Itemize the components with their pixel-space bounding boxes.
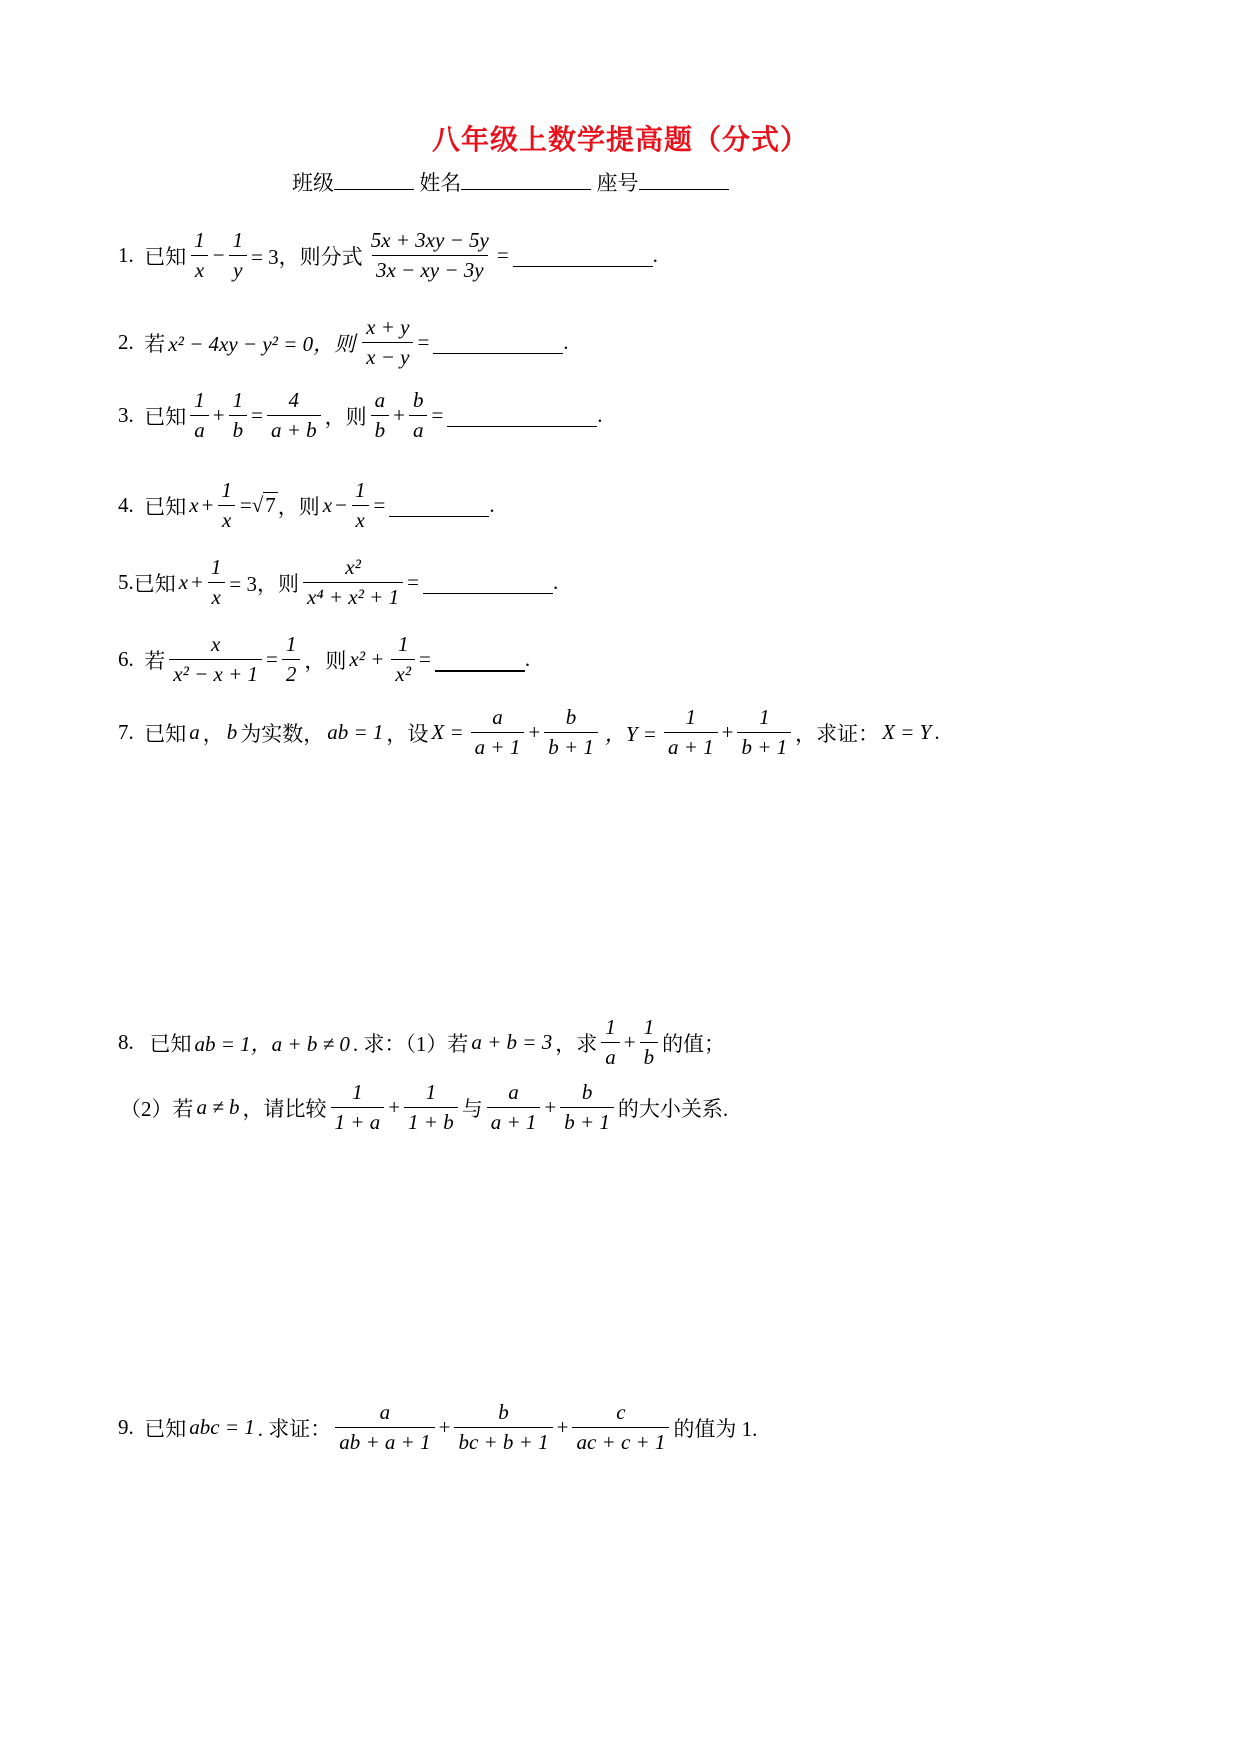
q3-answer-blank[interactable] bbox=[447, 404, 597, 427]
q8-p2: （2）若 bbox=[120, 1096, 194, 1121]
question-7 bbox=[118, 705, 940, 760]
q1-f3-den: 3x − xy − 3y bbox=[372, 255, 488, 283]
q2-answer-blank[interactable] bbox=[433, 331, 563, 354]
q9-prove: . 求证： bbox=[257, 1416, 332, 1441]
q8-f2-den: b bbox=[640, 1042, 659, 1070]
q1-eq2: = bbox=[496, 243, 509, 267]
q9-fraction-1 bbox=[335, 1400, 434, 1455]
q5-fraction-2 bbox=[303, 555, 403, 610]
q8-fraction-3 bbox=[331, 1080, 385, 1135]
q7-f1-den: a + 1 bbox=[471, 732, 525, 760]
q1-number: 1. bbox=[118, 243, 134, 267]
q4-root-value: 7 bbox=[265, 493, 276, 517]
q7-plus: + bbox=[528, 720, 541, 744]
q4-f1-den: x bbox=[218, 505, 235, 533]
question-5 bbox=[118, 555, 558, 610]
q7-fraction-1 bbox=[471, 705, 525, 760]
q3-fraction-5 bbox=[409, 388, 428, 443]
q4-number: 4. bbox=[118, 493, 134, 517]
q8-cond2: a + b = 3 bbox=[471, 1030, 553, 1054]
q1-minus: − bbox=[212, 243, 225, 267]
q2-eq: = bbox=[417, 330, 430, 354]
q4-minus: − bbox=[335, 493, 347, 517]
q8-g4-den: b + 1 bbox=[560, 1107, 614, 1135]
q8-ask2: ，求 bbox=[555, 1031, 598, 1056]
q7-f2-den: b + 1 bbox=[544, 732, 598, 760]
q3-plus2: + bbox=[393, 403, 405, 427]
q8-g2-num: 1 bbox=[425, 1080, 437, 1104]
q3-mid: ，则 bbox=[324, 404, 367, 429]
q9-plus: + bbox=[438, 1415, 451, 1439]
q5-plus: + bbox=[191, 570, 203, 594]
q3-f3-num: 4 bbox=[288, 388, 300, 412]
q3-f1-den: a bbox=[190, 415, 209, 443]
q5-f2-num: x² bbox=[345, 555, 361, 579]
q7-fraction-3 bbox=[664, 705, 718, 760]
q1-f2-den: y bbox=[229, 255, 246, 283]
q7-fraction-2 bbox=[544, 705, 598, 760]
question-4 bbox=[118, 478, 495, 533]
q7-f4-num: 1 bbox=[759, 705, 770, 729]
q7-end: . bbox=[934, 720, 940, 744]
q7-a: a bbox=[189, 720, 200, 744]
q1-f3-num: 5x + 3xy − 5y bbox=[370, 228, 489, 252]
q6-f2-num: 1 bbox=[285, 632, 297, 656]
q2-f-den: x − y bbox=[362, 342, 413, 370]
q6-text: 若 bbox=[144, 648, 166, 673]
q1-eq: = 3，则分式 bbox=[251, 244, 363, 269]
q8-fraction-1 bbox=[601, 1015, 620, 1070]
q5-text: 已知 bbox=[133, 571, 176, 596]
q8-plus: + bbox=[623, 1030, 636, 1054]
q8-number: 8. bbox=[118, 1030, 134, 1054]
seat-blank bbox=[639, 169, 729, 190]
q7-number: 7. bbox=[118, 720, 134, 744]
q8-ask: . 求：（1）若 bbox=[352, 1031, 469, 1056]
class-blank bbox=[334, 169, 414, 190]
q3-number: 3. bbox=[118, 403, 134, 427]
q4-text: 已知 bbox=[144, 494, 187, 519]
q3-f5-num: b bbox=[412, 388, 424, 412]
q6-x2: x² + bbox=[349, 647, 385, 671]
q8-g1-num: 1 bbox=[352, 1080, 363, 1104]
q5-eq2: = bbox=[407, 570, 419, 594]
seat-label: 座号 bbox=[596, 171, 639, 195]
class-label: 班级 bbox=[292, 171, 334, 195]
name-blank bbox=[461, 169, 591, 190]
q3-eq2: = bbox=[431, 403, 444, 427]
page-title: 八年级上数学提高题（分式） bbox=[431, 125, 809, 156]
q7-b: b bbox=[226, 720, 238, 744]
q8-fraction-2 bbox=[640, 1015, 659, 1070]
q6-eq2: = bbox=[419, 647, 431, 671]
q4-answer-blank[interactable] bbox=[389, 494, 489, 517]
question-3 bbox=[118, 388, 603, 443]
q6-fraction-2 bbox=[282, 632, 301, 687]
q8-plus3: + bbox=[544, 1095, 557, 1119]
q5-answer-blank[interactable] bbox=[423, 571, 553, 594]
q6-f1-num: x bbox=[210, 632, 221, 656]
q9-f3-num: c bbox=[616, 1400, 626, 1424]
q9-f2-num: b bbox=[498, 1400, 509, 1424]
q3-fraction-1 bbox=[190, 388, 209, 443]
q4-f2-num: 1 bbox=[354, 478, 366, 502]
q5-number: 5. bbox=[118, 570, 134, 594]
q4-f2-den: x bbox=[352, 505, 369, 533]
q6-eq: = bbox=[266, 647, 278, 671]
q2-f-num: x + y bbox=[366, 315, 410, 339]
q3-fraction-2 bbox=[229, 388, 248, 443]
q8-fraction-5 bbox=[487, 1080, 541, 1135]
q8-plus2: + bbox=[388, 1095, 401, 1119]
q4-sqrt: √7 bbox=[251, 493, 276, 517]
q2-end: . bbox=[563, 330, 569, 354]
q2-number: 2. bbox=[118, 330, 134, 354]
q8-cmp: ，请比较 bbox=[242, 1096, 327, 1121]
q3-fraction-3 bbox=[267, 388, 321, 443]
q6-f3-num: 1 bbox=[397, 632, 409, 656]
q6-number: 6. bbox=[118, 647, 134, 671]
q2-expr: x² − 4xy − y² = 0，则 bbox=[168, 331, 356, 356]
q3-fraction-4 bbox=[371, 388, 390, 443]
q4-eq2: = bbox=[373, 493, 386, 517]
q3-f2-num: 1 bbox=[232, 388, 244, 412]
q6-f2-den: 2 bbox=[282, 659, 301, 687]
q4-x2: x bbox=[322, 493, 333, 517]
q8-g2-den: 1 + b bbox=[404, 1107, 458, 1135]
q7-f1-num: a bbox=[492, 705, 503, 729]
q1-end: . bbox=[652, 243, 658, 267]
q8-fraction-4 bbox=[404, 1080, 458, 1135]
q4-fraction-2 bbox=[351, 478, 370, 533]
q8-g3-num: a bbox=[508, 1080, 519, 1104]
q5-f1-den: x bbox=[208, 582, 225, 610]
q6-fraction-3 bbox=[391, 632, 415, 687]
q8-f2-num: 1 bbox=[643, 1015, 655, 1039]
q9-fraction-2 bbox=[454, 1400, 552, 1455]
q8-text: 已知 bbox=[149, 1031, 192, 1056]
q1-f2-num: 1 bbox=[232, 228, 244, 252]
question-8 bbox=[118, 1015, 725, 1070]
q4-plus: + bbox=[201, 493, 214, 517]
q9-fraction-3 bbox=[572, 1400, 669, 1455]
q1-f1-num: 1 bbox=[194, 228, 205, 252]
q4-fraction-1 bbox=[217, 478, 236, 533]
q7-fraction-4 bbox=[737, 705, 791, 760]
q7-ab: ab = 1 bbox=[327, 720, 384, 744]
q3-text: 已知 bbox=[144, 404, 187, 429]
q6-mid: ，则 bbox=[304, 648, 347, 673]
q7-X: X = bbox=[431, 720, 464, 744]
q7-text: 已知 bbox=[144, 721, 187, 746]
q3-end: . bbox=[597, 403, 603, 427]
question-1 bbox=[118, 228, 658, 283]
question-9 bbox=[118, 1400, 757, 1455]
q3-f3-den: a + b bbox=[267, 415, 321, 443]
q3-plus: + bbox=[212, 403, 225, 427]
student-info bbox=[292, 167, 729, 197]
q1-text: 已知 bbox=[144, 244, 187, 269]
q3-f4-den: b bbox=[371, 415, 390, 443]
q7-prove: ，求证： bbox=[795, 721, 880, 746]
q8-with: 与 bbox=[461, 1096, 483, 1121]
q5-f2-den: x⁴ + x² + 1 bbox=[303, 582, 403, 610]
q3-eq: = bbox=[251, 403, 263, 427]
q1-fraction-3 bbox=[367, 228, 493, 283]
q7-sep: ， bbox=[202, 721, 224, 746]
q6-answer-blank[interactable] bbox=[435, 648, 525, 672]
q7-plus2: + bbox=[721, 720, 734, 744]
q9-text: 已知 bbox=[144, 1416, 187, 1441]
q8-g4-num: b bbox=[581, 1080, 593, 1104]
q7-goal: X = Y bbox=[882, 720, 932, 744]
q1-fraction-1 bbox=[190, 228, 209, 283]
q3-f4-num: a bbox=[374, 388, 386, 412]
q5-eq: = 3，则 bbox=[229, 571, 300, 596]
q7-Y: ，Y = bbox=[604, 721, 657, 746]
q7-f3-num: 1 bbox=[685, 705, 697, 729]
q6-f3-den: x² bbox=[391, 659, 415, 687]
q8-neq: a ≠ b bbox=[196, 1095, 240, 1119]
q1-fraction-2 bbox=[229, 228, 248, 283]
q7-txt: 为实数， bbox=[240, 721, 325, 746]
q8-cond: ab = 1，a + b ≠ 0 bbox=[194, 1031, 350, 1056]
q4-end: . bbox=[489, 493, 495, 517]
q8-g3-den: a + 1 bbox=[487, 1107, 541, 1135]
name-label: 姓名 bbox=[419, 171, 462, 195]
q9-cond: abc = 1 bbox=[189, 1415, 255, 1439]
q7-f3-den: a + 1 bbox=[664, 732, 718, 760]
q8-f1-den: a bbox=[601, 1042, 620, 1070]
q5-fraction-1 bbox=[207, 555, 226, 610]
q9-number: 9. bbox=[118, 1415, 134, 1439]
q2-fraction bbox=[362, 315, 413, 370]
q1-f1-den: x bbox=[191, 255, 208, 283]
q8-g1-den: 1 + a bbox=[331, 1107, 385, 1135]
q6-fraction-1 bbox=[169, 632, 262, 687]
q7-f2-num: b bbox=[565, 705, 577, 729]
q9-plus2: + bbox=[556, 1415, 569, 1439]
q8-rel: 的大小关系. bbox=[617, 1096, 729, 1121]
q4-f1-num: 1 bbox=[221, 478, 232, 502]
q9-f1-den: ab + a + 1 bbox=[335, 1427, 434, 1455]
q5-f1-num: 1 bbox=[210, 555, 222, 579]
q4-x: x bbox=[189, 493, 199, 517]
question-8-part-2 bbox=[120, 1080, 728, 1135]
q9-f1-num: a bbox=[379, 1400, 391, 1424]
q2-text: 若 bbox=[144, 331, 166, 356]
q6-end: . bbox=[524, 647, 531, 671]
q9-f3-den: ac + c + 1 bbox=[572, 1427, 669, 1455]
q1-answer-blank[interactable] bbox=[513, 244, 653, 267]
q5-x: x bbox=[178, 570, 189, 594]
q7-set: ，设 bbox=[386, 721, 429, 746]
q8-fraction-6 bbox=[560, 1080, 614, 1135]
q9-f2-den: bc + b + 1 bbox=[454, 1427, 552, 1455]
question-6 bbox=[118, 632, 530, 687]
q4-eq: = bbox=[239, 493, 252, 517]
question-2 bbox=[118, 315, 569, 370]
q8-val: 的值； bbox=[662, 1031, 726, 1056]
q4-mid: ，则 bbox=[277, 494, 320, 519]
q3-f5-den: a bbox=[409, 415, 428, 443]
q6-f1-den: x² − x + 1 bbox=[169, 659, 262, 687]
q9-end: 的值为 1. bbox=[673, 1416, 758, 1441]
q3-f2-den: b bbox=[229, 415, 248, 443]
q3-f1-num: 1 bbox=[194, 388, 205, 412]
q5-end: . bbox=[552, 570, 559, 594]
q7-f4-den: b + 1 bbox=[737, 732, 791, 760]
q8-f1-num: 1 bbox=[605, 1015, 616, 1039]
